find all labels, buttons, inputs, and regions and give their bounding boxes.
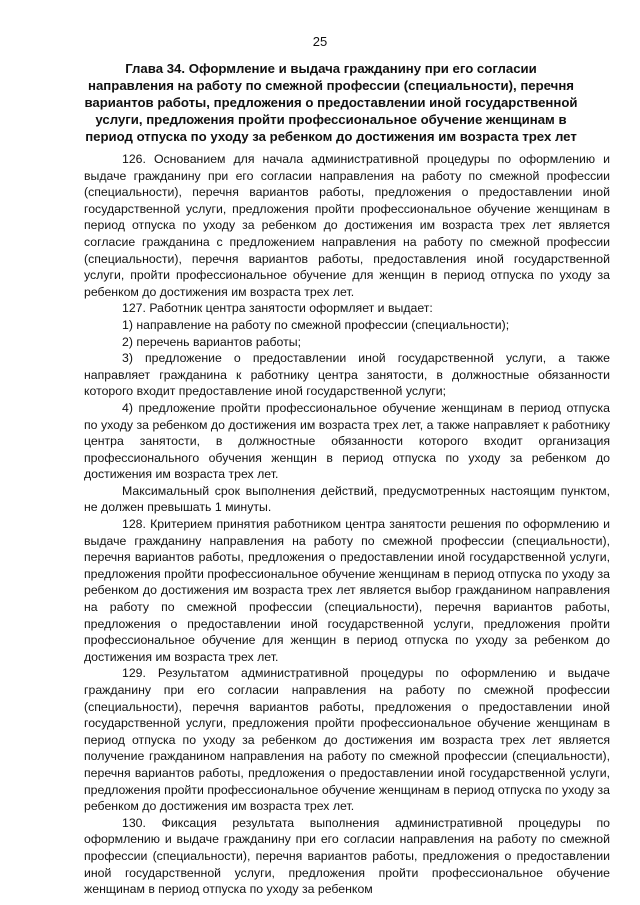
list-item-2: 2) перечень вариантов работы; bbox=[122, 334, 302, 349]
paragraph-127: 127. Работник центра занятости оформляет и выдает: bbox=[122, 301, 433, 316]
paragraph-max-time: Максимальный срок выполнения действий, предусмотренных настоящим пунктом, не должен превышать 1 минуты. bbox=[84, 483, 610, 515]
document-body bbox=[84, 151, 610, 898]
list-item-4: 4) предложение пройти профессиональное обучение женщинам в период отпуска по уходу за ребенком до достижения им возраста трех лет, а также направляет к работнику центра занятости, в должностные обязанности которого входит организация профессионального обучения женщин в период отпуска по уходу за ребенком до достижения им возраста трех лет. bbox=[84, 400, 610, 482]
paragraph-126: 126. Основанием для начала административной процедуры по оформлению и выдаче гражданину при его согласии направления на работу по смежной профессии (специальности), перечня вариантов работы, предложения о предоставлении иной государственной услуги, предложения пройти профессиональное обучение женщинам в период отпуска по уходу за ребенком до достижения им возраста трех лет является согласие гражданина с предложением направления на работу по смежной профессии (специальности), перечня вариантов работы, предоставления иной государственной услуги, пройти профессиональное обучение для женщин в период отпуска по уходу за ребенком до достижения им возраста трех лет. bbox=[84, 152, 610, 299]
list-item-1: 1) направление на работу по смежной профессии (специальности); bbox=[122, 317, 510, 332]
chapter-title: Глава 34. Оформление и выдача гражданину при его согласии направления на работу по смежной профессии (специальности), перечня вариантов работы, предложения о предоставлении иной государственной услуги, предложения пройти профессиональное обучение женщинам в период отпуска по уходу за ребенком до достижения им возраста трех лет bbox=[84, 61, 578, 144]
paragraph-128: 128. Критерием принятия работником центра занятости решения по оформлению и выдаче гражданину направления на работу по смежной профессии (специальности), перечня вариантов работы, предложения о предоставлении иной государственной услуги, предложения пройти профессиональное обучение женщинам в период отпуска по уходу за ребенком до достижения им возраста трех лет является выбор гражданином направления на работу по смежной профессии (специальности), перечня вариантов работы, предложения о предоставлении иной государственной услуги, предложения пройти профессиональное обучение для женщин в период отпуска по уходу за ребенком до достижения им возраста трех лет. bbox=[84, 517, 610, 664]
list-item-3: 3) предложение о предоставлении иной государственной услуги, а также направляет гражданина к работнику центра занятости, в должностные обязанности которого входит предоставление иной государственной услуги; bbox=[84, 351, 610, 399]
paragraph-130: 130. Фиксация результата выполнения административной процедуры по оформлению и выдаче гражданину при его согласии направления на работу по смежной профессии (специальности), перечня вариантов работы, предложения о предоставлении иной государственной услуги, предложения пройти профессиональное обучение женщинам в период отпуска по уходу за ребенком bbox=[84, 815, 610, 897]
page-number: 25 bbox=[312, 34, 328, 49]
paragraph-129: 129. Результатом административной процедуры по оформлению и выдаче гражданину при его согласии направления на работу по смежной профессии (специальности), перечня вариантов работы, предложения о предоставлении иной государственной услуги, предложения пройти профессиональное обучение женщинам в период отпуска по уходу за ребенком до достижения им возраста трех лет является получение гражданином направления на работу по смежной профессии (специальности), перечня вариантов работы, предложения о предоставлении иной государственной услуги, предложения пройти профессиональное обучение женщинам в период отпуска по уходу за ребенком до достижения им возраста трех лет. bbox=[84, 666, 610, 814]
